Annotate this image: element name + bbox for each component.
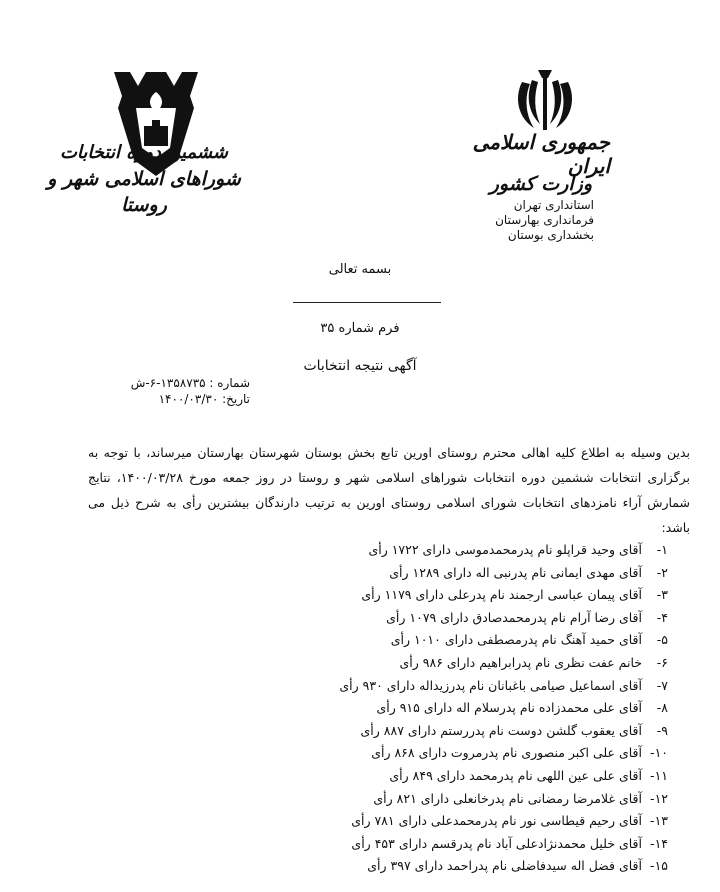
result-text: آقای علی اکبر منصوری نام پدرمروت دارای ۸۶۸ رأی (371, 745, 643, 761)
intro-paragraph: بدین وسیله به اطلاع کلیه اهالی محترم روستای اورین تابع بخش بوستان شهرستان بهارستان میرساند، با توجه به برگزاری انتخابات ششمین دوره انتخابات شوراهای اسلامی شهر و روستا در روز جمعه مورخ ۱۴۰۰/۰۳/۲۸، نتایج شمارش آراء نامزدهای انتخابات شورای اسلامی روستای اورین به ترتیب دارندگان بیشترین رأی به شرح ذیل می باشد: (88, 445, 690, 535)
elections-logo-line2: شوراهای اسلامی شهر و روستا (47, 168, 241, 216)
iran-emblem-icon (512, 68, 578, 134)
result-number: ۱۱- (650, 767, 668, 783)
result-item (248, 652, 668, 675)
result-text: آقای غلامرضا رمضانی نام پدرخانعلی دارای ۸۲۱ رأی (373, 790, 643, 806)
result-item (248, 607, 668, 630)
result-text: آقای اسماعیل صیامی باغبانان نام پدرزیداله دارای ۹۳۰ رأی (339, 677, 643, 693)
title-divider (293, 302, 441, 303)
result-item (248, 765, 668, 788)
result-number: ۸- (656, 700, 668, 716)
elections-logo-text (44, 140, 244, 218)
result-text: خانم عفت نظری نام پدرابراهیم دارای ۹۸۶ رأی (399, 654, 643, 670)
result-text: آقای رضا آرام نام پدرمحمدصادق دارای ۱۰۷۹ رأی (386, 609, 643, 625)
result-text: آقای مهدی ایمانی نام پدرنبی اله دارای ۱۲۸۹ رأی (389, 564, 643, 580)
office-district: بخشداری بوستان (507, 228, 594, 242)
result-number: ۱۵- (650, 858, 668, 874)
result-text: آقای رحیم قیطاسی نور نام پدرمحمدعلی دارای ۷۸۱ رأی (351, 813, 643, 829)
result-text: آقای علی عین اللهی نام پدرمحمد دارای ۸۴۹ رأی (389, 767, 643, 783)
result-number: ۲- (656, 564, 668, 580)
result-item (248, 584, 668, 607)
office-province: استانداری تهران (513, 198, 594, 212)
result-item (248, 855, 668, 878)
result-text: آقای علی محمدزاده نام پدرسلام اله دارای ۹۱۵ رأی (376, 700, 643, 716)
result-text: آقای وحید قراپلو نام پدرمحمدموسی دارای ۱۷۲۲ رأی (368, 542, 643, 557)
result-item (248, 742, 668, 765)
result-number: ۷- (656, 677, 668, 693)
result-number: ۱۲- (650, 790, 668, 806)
result-number: ۳- (656, 587, 668, 603)
result-number: ۱۳- (650, 813, 668, 829)
result-text: آقای فضل اله سیدفاضلی نام پدراحمد دارای ۳۹۷ رأی (367, 858, 643, 874)
result-number: ۶- (656, 654, 668, 670)
result-item (248, 539, 668, 562)
result-number: ۴- (656, 609, 668, 625)
form-number: فرم شماره ۳۵ (320, 321, 400, 336)
result-item (248, 675, 668, 698)
result-item (248, 629, 668, 652)
notice-title: آگهی نتیجه انتخابات (303, 358, 417, 374)
office-list (464, 198, 594, 243)
reference-number: شماره : ۱۳۵۸۷۳۵-۶-ش (130, 376, 250, 390)
result-text: آقای پیمان عباسی ارجمند نام پدرعلی دارای ۱۱۷۹ رأی (361, 587, 643, 603)
result-text: آقای خلیل محمدنژادعلی آباد نام پدرقسم دارای ۴۵۳ رأی (351, 835, 643, 851)
result-text: آقای حمید آهنگ نام پدرمصطفی دارای ۱۰۱۰ رأی (390, 632, 643, 648)
result-item (248, 788, 668, 811)
result-number: ۵- (656, 632, 668, 648)
result-text: آقای یعقوب گلشن دوست نام پدررستم دارای ۸۸۷ رأی (360, 722, 643, 738)
republic-title: جمهوری اسلامی ایران (472, 130, 610, 178)
elections-logo-line1: ششمین دوره انتخابات (59, 142, 229, 163)
result-item (248, 697, 668, 720)
result-number: ۹- (656, 722, 668, 738)
result-number: ۱۰- (650, 745, 668, 761)
result-item (248, 833, 668, 856)
office-county: فرمانداری بهارستان (495, 213, 594, 227)
basmala: بسمه تعالی (328, 262, 392, 277)
reference-block (110, 375, 250, 407)
ministry-title: وزارت کشور (489, 173, 592, 195)
result-item (248, 720, 668, 743)
result-number: ۱۴- (650, 835, 668, 851)
result-item (248, 810, 668, 833)
results-list (248, 539, 668, 878)
reference-date: تاریخ: ۱۴۰۰/۰۳/۳۰ (158, 392, 250, 406)
result-item (248, 562, 668, 585)
result-number: ۱- (656, 542, 668, 557)
